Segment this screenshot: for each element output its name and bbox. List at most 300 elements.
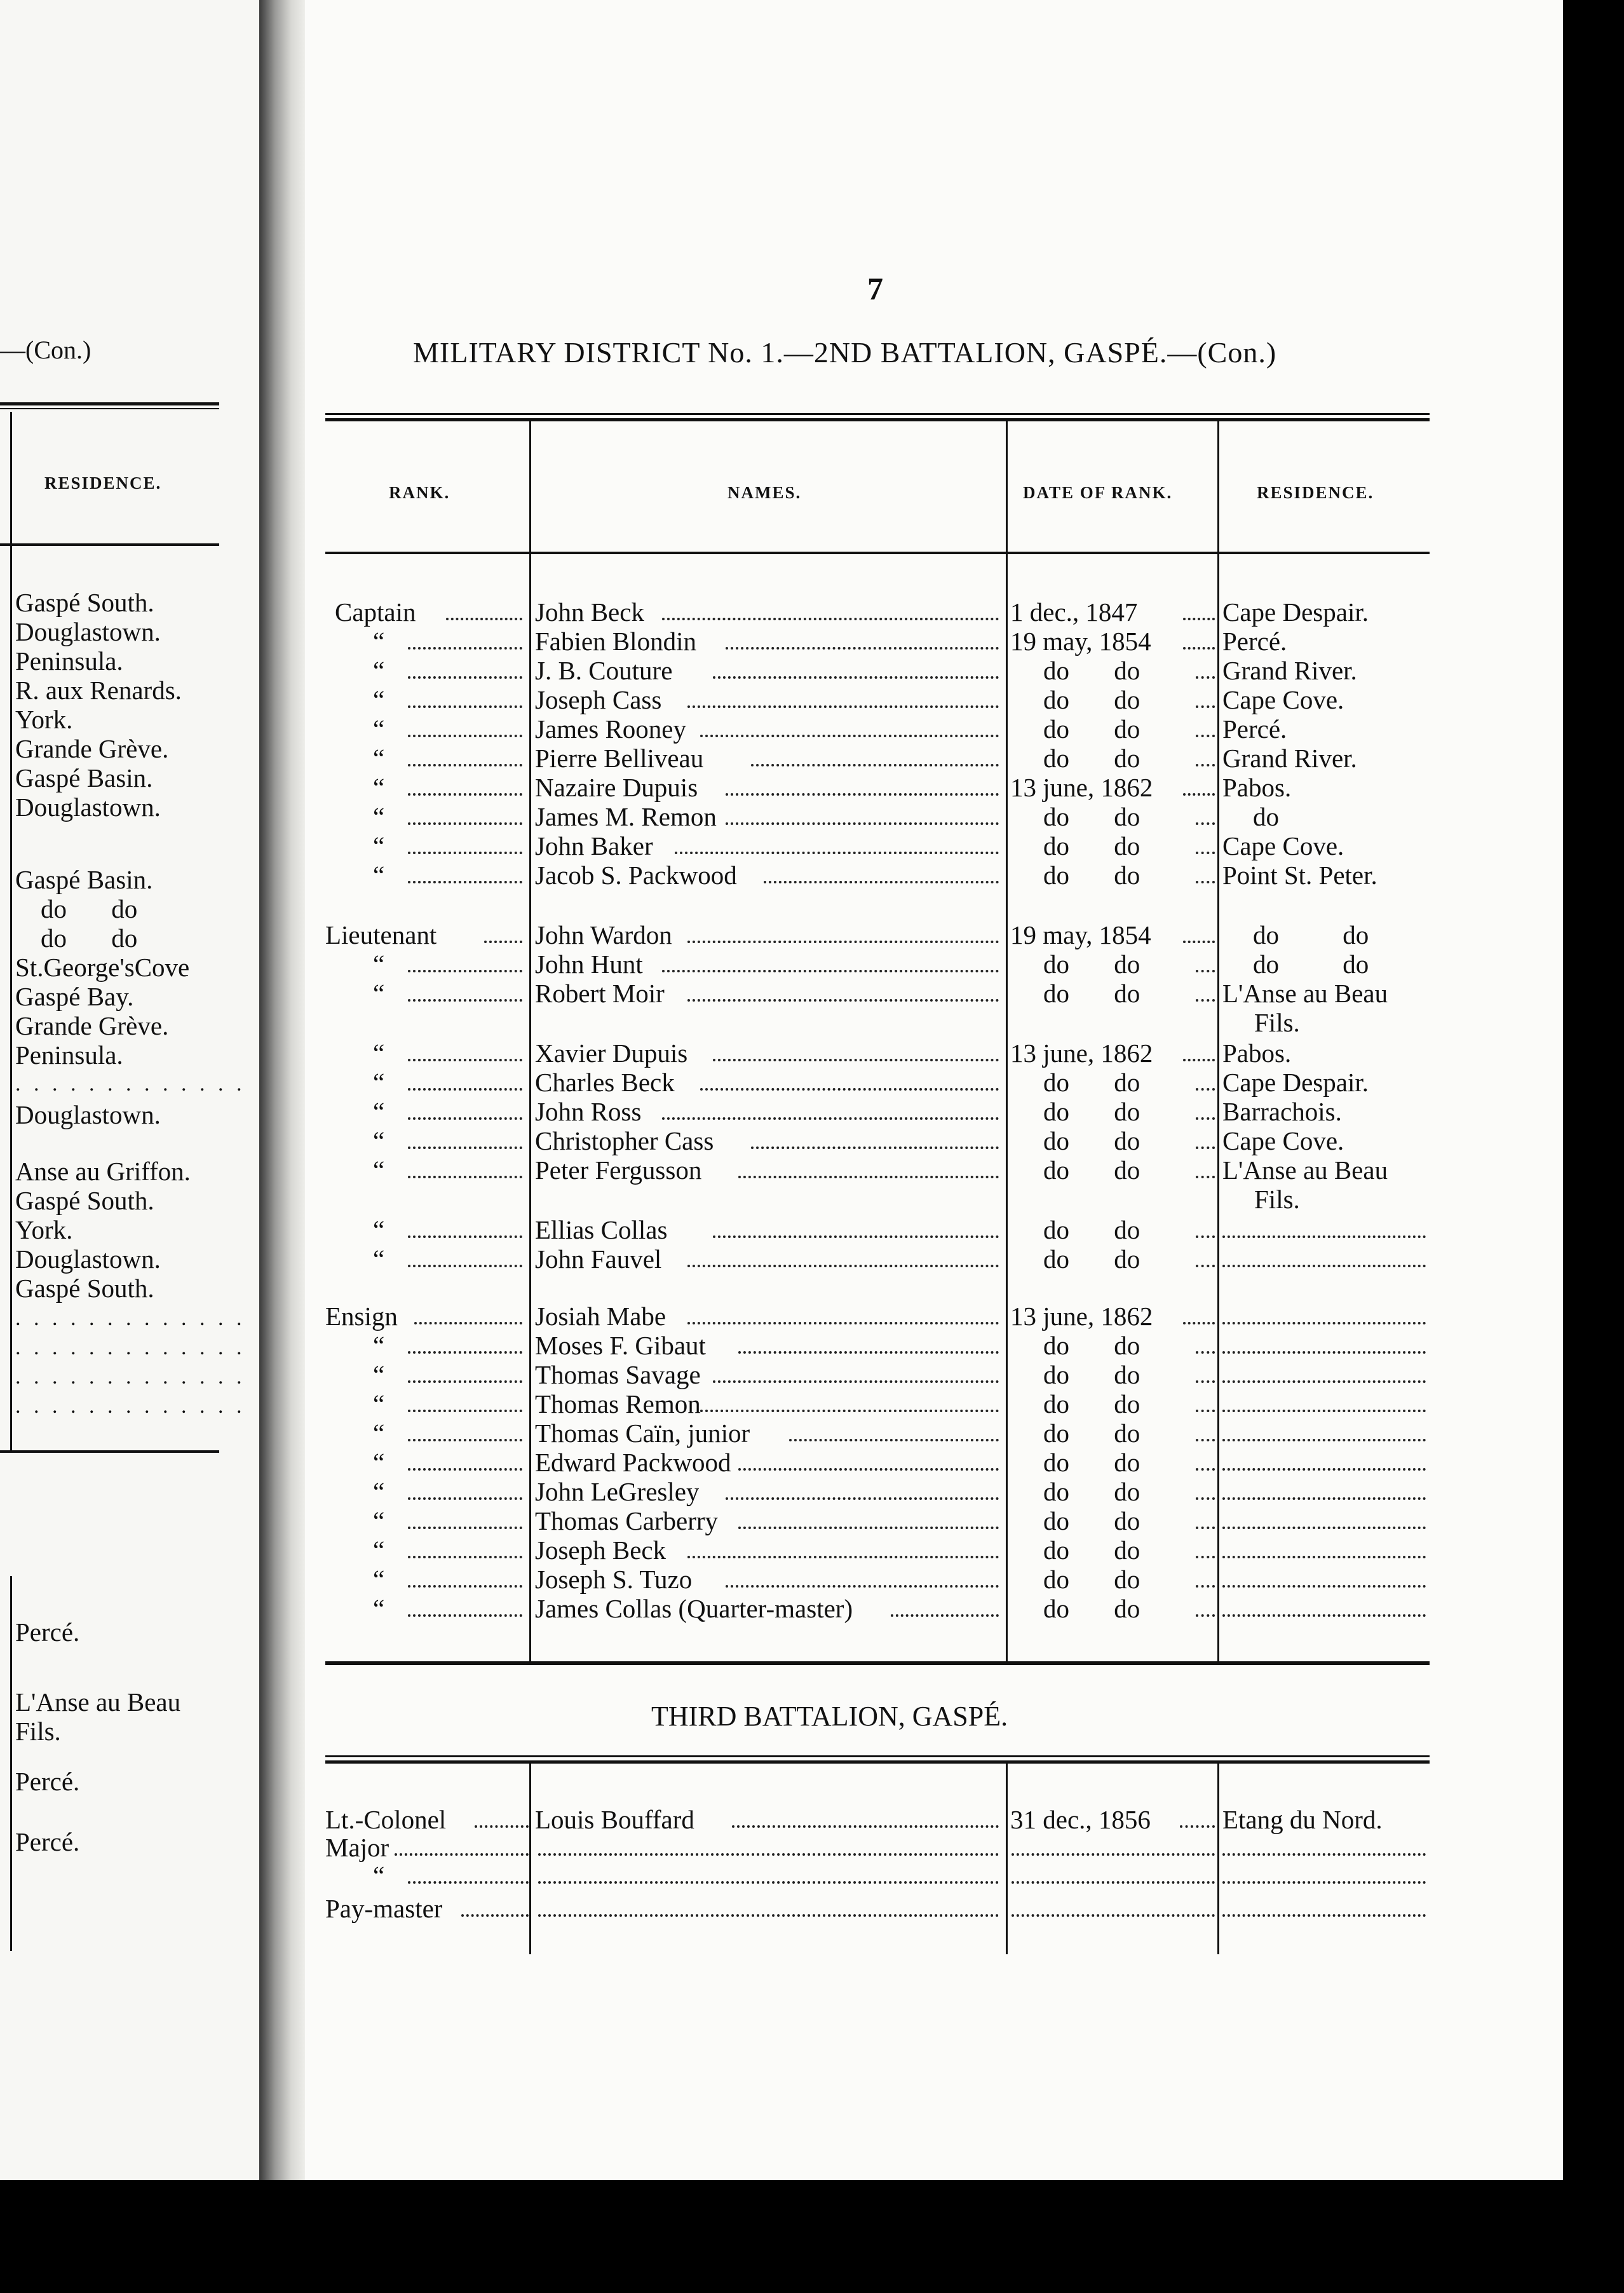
left-residence-item: Gaspé South. (15, 1186, 154, 1215)
table-row (325, 1360, 1431, 1389)
table-row (325, 1594, 1431, 1623)
dot-leader (1222, 1468, 1426, 1471)
dot-leader (726, 1585, 999, 1588)
left-residence-item: do do (41, 894, 138, 923)
dot-leader (662, 618, 999, 620)
dot-leader (1222, 1235, 1426, 1238)
date-cell: do do (1043, 1331, 1140, 1360)
dot-leader (1222, 1914, 1426, 1917)
dot-leader (1196, 1439, 1215, 1441)
dot-leader (713, 1059, 999, 1061)
dot-leader (687, 705, 999, 708)
name-cell: Charles Beck (535, 1068, 675, 1097)
rank-cell: “ (373, 861, 385, 890)
dot-leader (1196, 705, 1215, 708)
dot-leader (1183, 647, 1215, 650)
name-cell: Edward Packwood (535, 1448, 731, 1477)
left-residence-item: L'Anse au Beau Fils. (15, 1687, 181, 1746)
date-cell: do do (1043, 1126, 1140, 1155)
rank-cell: “ (373, 656, 385, 685)
date-cell: do do (1043, 1244, 1140, 1274)
table-row (325, 861, 1431, 890)
name-cell: Ellias Collas (535, 1215, 668, 1244)
name-cell: Nazaire Dupuis (535, 773, 698, 802)
dot-leader (1196, 1527, 1215, 1529)
dot-leader (713, 1235, 999, 1238)
dot-leader (726, 647, 999, 650)
dot-leader (1183, 793, 1215, 796)
dot-leader (1012, 1853, 1215, 1856)
name-cell: John Ross (535, 1097, 642, 1126)
dot-leader (1012, 1881, 1215, 1884)
dot-leader (1222, 1853, 1426, 1856)
dot-leader (1183, 1059, 1215, 1061)
dot-leader (408, 1527, 522, 1529)
dot-leader (408, 1439, 522, 1441)
dot-leader (726, 793, 999, 796)
dot-leader (1196, 735, 1215, 737)
page-title: MILITARY DISTRICT No. 1.—2ND BATTALION, GASPÉ.—(Con.) (413, 336, 1277, 369)
dot-leader (1196, 822, 1215, 825)
dot-leader (891, 1614, 999, 1617)
date-cell: do do (1043, 1389, 1140, 1419)
third-battalion-title: THIRD BATTALION, GASPÉ. (651, 1701, 1008, 1732)
date-cell: do do (1043, 1477, 1140, 1506)
rank-cell: “ (373, 1155, 385, 1185)
dot-leader (1183, 1322, 1215, 1324)
dot-leader (738, 1176, 999, 1178)
name-cell: James Collas (Quarter-master) (535, 1594, 853, 1623)
left-rule-bottom (0, 1450, 219, 1453)
dot-leader (408, 676, 522, 679)
scan-border (1563, 0, 1624, 2293)
rank-cell: “ (373, 1594, 385, 1623)
rank-cell: “ (373, 802, 385, 831)
table-row (325, 831, 1431, 861)
name-cell: John Wardon (535, 920, 672, 949)
name-cell: Jacob S. Packwood (535, 861, 737, 890)
dot-leader (1196, 999, 1215, 1002)
left-residence-item: Peninsula. (15, 646, 123, 676)
table-row (325, 1126, 1431, 1155)
dot-leader (408, 881, 522, 883)
dot-leader (1196, 1176, 1215, 1178)
dot-leader (414, 1322, 522, 1324)
residence-cell: Grand River. (1222, 744, 1357, 773)
left-residence-item: Gaspé South. (15, 588, 154, 617)
name-cell: John Hunt (535, 949, 643, 979)
rank-cell: “ (373, 685, 385, 714)
title-rule-thick (325, 418, 1430, 421)
residence-cell: Cape Cove. (1222, 685, 1344, 714)
table-row (325, 656, 1431, 685)
date-cell: do do (1043, 949, 1140, 979)
table-row (325, 1068, 1431, 1097)
date-cell: 13 june, 1862 (1010, 1302, 1153, 1331)
date-cell: do do (1043, 1535, 1140, 1565)
name-cell: John LeGresley (535, 1477, 700, 1506)
residence-cell: Fils. (1254, 1185, 1300, 1214)
left-residence-item: Grande Grève. (15, 734, 169, 763)
rank-cell: “ (373, 831, 385, 861)
table-row (325, 1506, 1431, 1535)
date-cell: do do (1043, 1155, 1140, 1185)
column-heading-names: NAMES. (727, 483, 802, 502)
dot-leader (1222, 1322, 1426, 1324)
rank-cell: “ (373, 1506, 385, 1535)
rank-cell: “ (373, 1419, 385, 1448)
dot-leader (475, 1825, 529, 1828)
date-cell: do do (1043, 1506, 1140, 1535)
rank-cell: “ (373, 979, 385, 1008)
name-cell: Thomas Carberry (535, 1506, 719, 1535)
page-number: 7 (867, 271, 883, 306)
rank-cell: “ (373, 1331, 385, 1360)
dot-leader (408, 1265, 522, 1267)
table-row (325, 1535, 1431, 1565)
residence-cell: L'Anse au Beau (1222, 979, 1388, 1008)
residence-cell: Cape Cove. (1222, 1126, 1344, 1155)
dot-leader (1196, 1088, 1215, 1091)
left-column-heading: RESIDENCE. (44, 473, 162, 493)
residence-cell: Cape Despair. (1222, 1068, 1369, 1097)
date-cell: do do (1043, 1448, 1140, 1477)
dot-leader (1222, 1410, 1426, 1412)
left-residence-item: Douglastown. (15, 1100, 161, 1129)
left-residence-item: . . . . . . . . . . . . . (15, 1365, 246, 1389)
date-cell: 19 may, 1854 (1010, 920, 1151, 949)
dot-leader (408, 1410, 522, 1412)
left-residence-item: Peninsula. (15, 1040, 123, 1070)
residence-cell: do do (1253, 949, 1369, 979)
third-rule-thin (325, 1755, 1430, 1757)
dot-leader (700, 1410, 999, 1412)
dot-leader (408, 999, 522, 1002)
table-row (325, 773, 1431, 802)
date-cell: 19 may, 1854 (1010, 627, 1151, 656)
dot-leader (687, 941, 999, 943)
left-residence-item: Gaspé Basin. (15, 865, 153, 894)
dot-leader (408, 1176, 522, 1178)
date-cell: do do (1043, 831, 1140, 861)
date-cell: do do (1043, 744, 1140, 773)
rank-cell: “ (373, 1244, 385, 1274)
dot-leader (408, 970, 522, 972)
name-cell: Thomas Savage (535, 1360, 701, 1389)
dot-leader (1196, 764, 1215, 766)
rank-cell: “ (373, 949, 385, 979)
dot-leader (1196, 1585, 1215, 1588)
dot-leader (408, 1881, 529, 1884)
dot-leader (408, 1117, 522, 1120)
rank-cell: “ (373, 627, 385, 656)
dot-leader (738, 1351, 999, 1354)
dot-leader (408, 705, 522, 708)
left-column-line-lower (10, 1576, 12, 1951)
dot-leader (538, 1853, 999, 1856)
name-cell: Josiah Mabe (535, 1302, 667, 1331)
dot-leader (1196, 1235, 1215, 1238)
column-heading-rank: RANK. (389, 483, 450, 502)
date-cell: do do (1043, 714, 1140, 744)
dot-leader (1196, 1146, 1215, 1149)
dot-leader (1183, 618, 1215, 620)
residence-cell: Etang du Nord. (1222, 1805, 1383, 1834)
date-cell: 13 june, 1862 (1010, 773, 1153, 802)
dot-leader (789, 1439, 999, 1441)
date-cell: do do (1043, 1097, 1140, 1126)
residence-cell: Percé. (1222, 627, 1287, 656)
dot-leader (395, 1853, 529, 1856)
dot-leader (1196, 881, 1215, 883)
table-row (325, 744, 1431, 773)
residence-cell: Barrachois. (1222, 1097, 1342, 1126)
left-residence-item: . . . . . . . . . . . . . (15, 1394, 246, 1418)
rank-cell: “ (373, 744, 385, 773)
dot-leader (1222, 1265, 1426, 1267)
name-cell: Xavier Dupuis (535, 1038, 688, 1068)
rank-cell: Ensign (325, 1302, 398, 1331)
left-residence-item: Anse au Griffon. (15, 1157, 191, 1186)
dot-leader (751, 764, 999, 766)
table-row (325, 685, 1431, 714)
left-residence-item: R. aux Renards. (15, 676, 182, 705)
left-residence-item: Gaspé Bay. (15, 982, 134, 1011)
dot-leader (1196, 676, 1215, 679)
residence-cell: Pabos. (1222, 1038, 1292, 1068)
name-cell: Thomas Caïn, junior (535, 1419, 750, 1448)
dot-leader (408, 1059, 522, 1061)
name-cell: Robert Moir (535, 979, 665, 1008)
left-rule-top (0, 402, 219, 405)
rank-cell: “ (373, 1068, 385, 1097)
name-cell: Joseph Beck (535, 1535, 667, 1565)
dot-leader (461, 1914, 529, 1917)
date-cell: do do (1043, 1565, 1140, 1594)
date-cell: do do (1043, 1215, 1140, 1244)
left-residence-item: Gaspé Basin. (15, 763, 153, 793)
left-residence-item: St.George'sCove (15, 953, 190, 982)
title-rule-thin (325, 413, 1430, 415)
date-cell: do do (1043, 1068, 1140, 1097)
rank-cell: “ (373, 714, 385, 744)
name-cell: Peter Fergusson (535, 1155, 702, 1185)
residence-cell: do (1253, 802, 1279, 831)
dot-leader (408, 764, 522, 766)
rank-cell: Lieutenant (325, 920, 437, 949)
dot-leader (408, 793, 522, 796)
dot-leader (687, 1322, 999, 1324)
left-residence-item: Douglastown. (15, 793, 161, 822)
left-residence-item: Percé. (15, 1827, 80, 1856)
left-column-line (10, 412, 12, 1452)
dot-leader (1222, 1614, 1426, 1617)
dot-leader (1196, 1468, 1215, 1471)
left-page-heading: —(Con.) (0, 336, 91, 364)
name-cell: John Baker (535, 831, 653, 861)
dot-leader (687, 1265, 999, 1267)
residence-cell: Cape Despair. (1222, 597, 1369, 627)
book-gutter (259, 0, 305, 2293)
dot-leader (687, 1556, 999, 1558)
date-cell: 31 dec., 1856 (1010, 1805, 1151, 1834)
rank-cell: “ (373, 1448, 385, 1477)
table-row (325, 1389, 1431, 1419)
table-row (325, 1419, 1431, 1448)
third-divider-2 (1006, 1764, 1008, 1954)
left-residence-item: Douglastown. (15, 617, 161, 646)
column-heading-residence: RESIDENCE. (1257, 483, 1374, 502)
date-cell: do do (1043, 685, 1140, 714)
dot-leader (713, 1380, 999, 1383)
dot-leader (408, 1146, 522, 1149)
rank-cell: “ (373, 1861, 385, 1890)
dot-leader (1196, 1117, 1215, 1120)
dot-leader (1196, 1265, 1215, 1267)
header-rule (325, 552, 1430, 554)
column-heading-date: DATE OF RANK. (1023, 483, 1173, 502)
left-rule-top-thin (0, 408, 219, 409)
dot-leader (732, 1825, 999, 1828)
table-row (325, 1155, 1431, 1185)
dot-leader (1196, 1410, 1215, 1412)
dot-leader (1012, 1914, 1215, 1917)
dot-leader (408, 1497, 522, 1500)
date-cell: do do (1043, 861, 1140, 890)
dot-leader (1222, 1881, 1426, 1884)
rank-cell: Major (325, 1833, 389, 1862)
left-residence-item: . . . . . . . . . . . . . (15, 1307, 246, 1330)
name-cell: James M. Remon (535, 802, 717, 831)
rank-cell: Lt.-Colonel (325, 1805, 447, 1834)
dot-leader (726, 822, 999, 825)
table-row (325, 1302, 1431, 1331)
left-residence-item: Percé. (15, 1767, 80, 1796)
left-residence-item: York. (15, 705, 73, 734)
rank-cell: Captain (335, 597, 416, 627)
left-rule-head (0, 543, 219, 546)
table-row (325, 1215, 1431, 1244)
dot-leader (662, 1117, 999, 1120)
dot-leader (764, 881, 999, 883)
third-divider-1 (529, 1764, 531, 1954)
dot-leader (1222, 1497, 1426, 1500)
dot-leader (408, 1556, 522, 1558)
dot-leader (408, 735, 522, 737)
rank-cell: “ (373, 1535, 385, 1565)
date-cell: do do (1043, 656, 1140, 685)
date-cell: do do (1043, 1594, 1140, 1623)
third-rule-thick (325, 1760, 1430, 1764)
table-row (325, 1038, 1431, 1068)
name-cell: Joseph Cass (535, 685, 662, 714)
left-residence-item: . . . . . . . . . . . . . (15, 1336, 246, 1359)
scan-border-bottom (0, 2180, 1624, 2293)
left-residence-item: York. (15, 1215, 73, 1244)
dot-leader (408, 852, 522, 854)
rank-cell: “ (373, 1215, 385, 1244)
name-cell: James Rooney (535, 714, 686, 744)
date-cell: do do (1043, 802, 1140, 831)
dot-leader (687, 999, 999, 1002)
table-row (325, 1244, 1431, 1274)
date-cell: do do (1043, 1419, 1140, 1448)
name-cell: Pierre Belliveau (535, 744, 704, 773)
dot-leader (446, 618, 522, 620)
dot-leader (538, 1881, 999, 1884)
dot-leader (1196, 852, 1215, 854)
dot-leader (1183, 941, 1215, 943)
table-row (325, 920, 1431, 949)
date-cell: do do (1043, 1360, 1140, 1389)
residence-cell: Cape Cove. (1222, 831, 1344, 861)
dot-leader (1222, 1351, 1426, 1354)
rank-cell: “ (373, 1360, 385, 1389)
name-cell: John Beck (535, 597, 644, 627)
rank-cell: “ (373, 1477, 385, 1506)
rank-cell: Pay-master (325, 1894, 443, 1923)
dot-leader (408, 1088, 522, 1091)
name-cell: Louis Bouffard (535, 1805, 694, 1834)
dot-leader (408, 822, 522, 825)
table-bottom-rule (325, 1661, 1430, 1665)
table-row (325, 1097, 1431, 1126)
table-row (325, 1331, 1431, 1360)
left-residence-item: Percé. (15, 1617, 80, 1647)
dot-leader (1196, 1497, 1215, 1500)
name-cell: Moses F. Gibaut (535, 1331, 706, 1360)
left-residence-item: do do (41, 923, 138, 953)
third-divider-3 (1217, 1764, 1219, 1954)
table-row (325, 802, 1431, 831)
residence-cell: do do (1253, 920, 1369, 949)
dot-leader (700, 735, 999, 737)
date-cell: 1 dec., 1847 (1010, 597, 1138, 627)
dot-leader (1196, 970, 1215, 972)
residence-cell: Percé. (1222, 714, 1287, 744)
table-row (325, 1448, 1431, 1477)
dot-leader (1196, 1380, 1215, 1383)
rank-cell: “ (373, 1126, 385, 1155)
table-row (325, 949, 1431, 979)
residence-cell: Fils. (1254, 1008, 1300, 1037)
dot-leader (408, 647, 522, 650)
dot-leader (408, 1380, 522, 1383)
residence-cell: Grand River. (1222, 656, 1357, 685)
date-cell: 13 june, 1862 (1010, 1038, 1153, 1068)
dot-leader (1222, 1585, 1426, 1588)
dot-leader (408, 1614, 522, 1617)
name-cell: J. B. Couture (535, 656, 673, 685)
table-row (325, 1477, 1431, 1506)
dot-leader (1196, 1556, 1215, 1558)
rank-cell: “ (373, 773, 385, 802)
dot-leader (662, 970, 999, 972)
residence-cell: Point St. Peter. (1222, 861, 1377, 890)
left-residence-item: . . . . . . . . . . . . . (15, 1072, 246, 1096)
name-cell: Thomas Remon (535, 1389, 701, 1419)
dot-leader (408, 1468, 522, 1471)
dot-leader (738, 1468, 999, 1471)
name-cell: Fabien Blondin (535, 627, 696, 656)
dot-leader (484, 941, 522, 943)
dot-leader (408, 1585, 522, 1588)
table-row (325, 597, 1431, 627)
dot-leader (700, 1088, 999, 1091)
left-residence-item: Gaspé South. (15, 1274, 154, 1303)
residence-cell: L'Anse au Beau (1222, 1155, 1388, 1185)
name-cell: Christopher Cass (535, 1126, 714, 1155)
